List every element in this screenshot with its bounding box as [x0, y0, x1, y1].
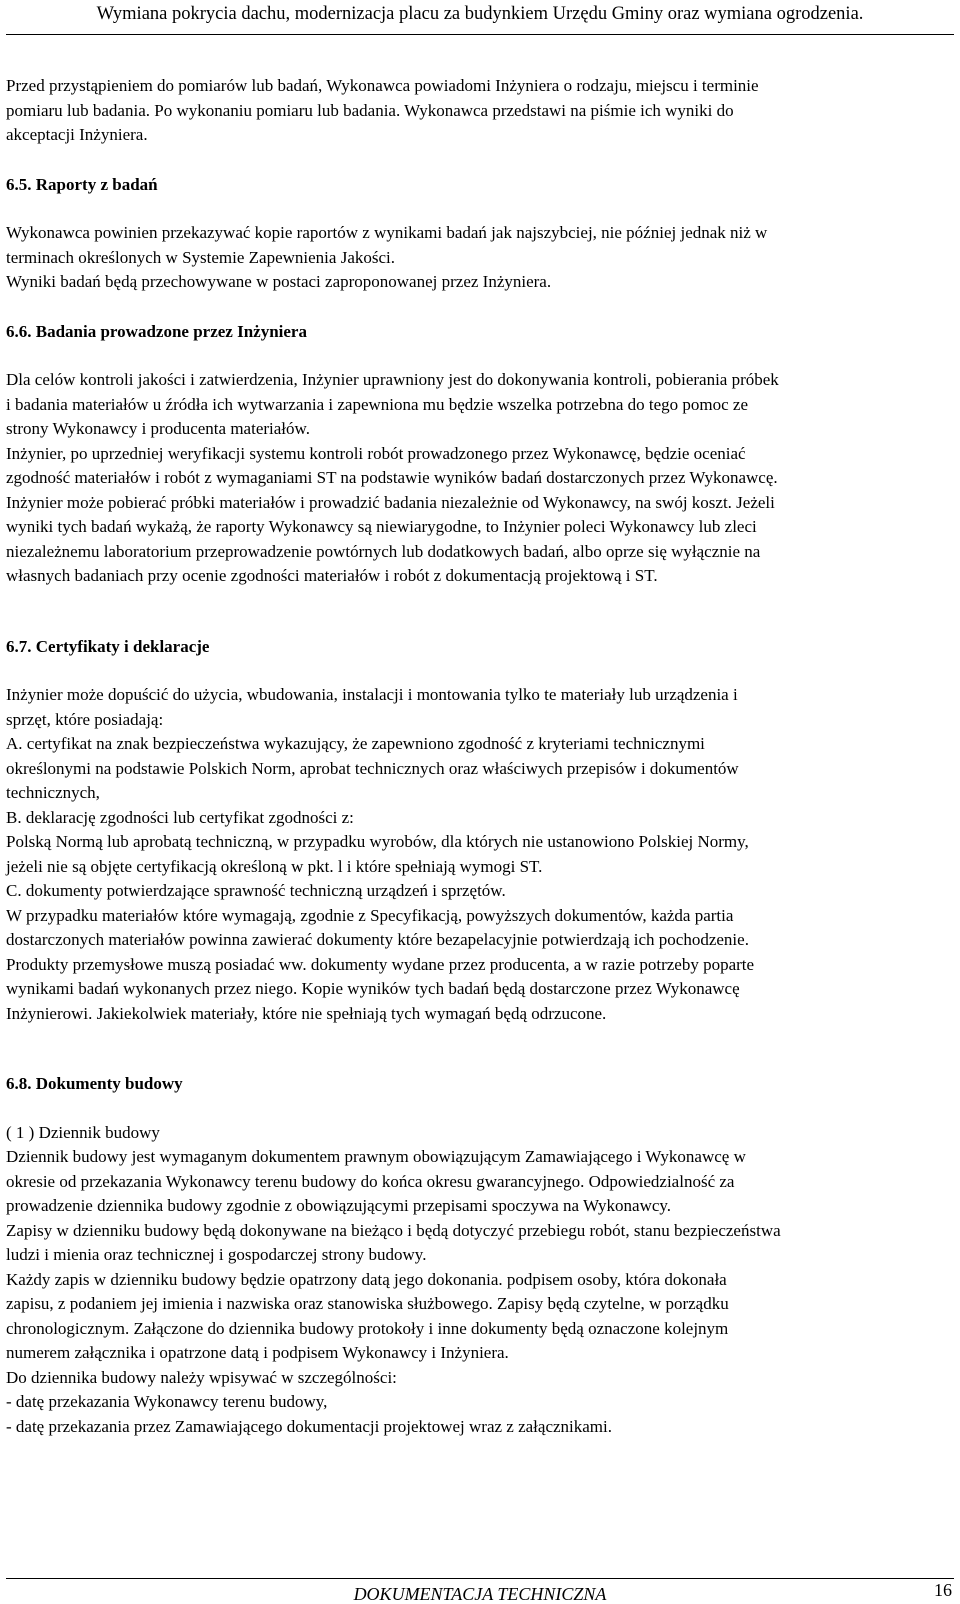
- text-line: chronologicznym. Załączone do dziennika budowy protokoły i inne dokumenty będą oznaczone kolejnym: [6, 1318, 729, 1338]
- text-line: strony Wykonawcy i producenta materiałów.: [6, 419, 310, 438]
- section-heading-6-6: 6.6. Badania prowadzone przez Inżyniera: [6, 321, 307, 341]
- text-line: ( 1 ) Dziennik budowy: [6, 1122, 160, 1142]
- text-line: okresie od przekazania Wykonawcy terenu budowy do końca okresu gwarancyjnego. Odpowiedzialność za: [6, 1171, 735, 1191]
- text-line: terminach określonych w Systemie Zapewnienia Jakości.: [6, 247, 395, 267]
- text-line: jeżeli nie są objęte certyfikacją określoną w pkt. l i które spełniają wymogi ST.: [6, 856, 543, 876]
- text-line: - datę przekazania przez Zamawiającego dokumentacji projektowej wraz z załącznikami.: [6, 1416, 612, 1436]
- text-line: dostarczonych materiałów powinna zawierać dokumenty które bezapelacyjnie potwierdzają ich pochodzenie.: [6, 930, 749, 949]
- document-body: [6, 74, 954, 1439]
- text-line: - datę przekazania Wykonawcy terenu budowy,: [6, 1392, 328, 1411]
- text-line: Inżynier może dopuścić do użycia, wbudowania, instalacji i montowania tylko te materiały lub urządzenia i: [6, 685, 738, 704]
- page-header: [0, 0, 960, 44]
- header-title: Wymiana pokrycia dachu, modernizacja placu za budynkiem Urzędu Gminy oraz wymiana ogrodzenia.: [96, 4, 864, 24]
- text-line: własnych badaniach przy ocenie zgodności materiałów i robót z dokumentacją projektową i ST.: [6, 566, 658, 585]
- section-body-6-8: [6, 1121, 954, 1440]
- footer-rule: [6, 1578, 954, 1579]
- text-line: niezależnemu laboratorium przeprowadzenie powtórnych lub dodatkowych badań, albo oprze się wyłącznie na: [6, 541, 761, 561]
- text-line: Wykonawca powinien przekazywać kopie raportów z wynikami badań jak najszybciej, nie później jednak niż w: [6, 223, 768, 242]
- text-line: C. dokumenty potwierdzające sprawność techniczną urządzeń i sprzętów.: [6, 881, 506, 900]
- text-line: Wyniki badań będą przechowywane w postaci zaproponowanej przez Inżyniera.: [6, 272, 552, 291]
- text-line: Dla celów kontroli jakości i zatwierdzenia, Inżynier uprawniony jest do dokonywania kontroli, pobierania próbek: [6, 370, 779, 389]
- text-line: zgodność materiałów i robót z wymaganiami ST na podstawie wyników badań dostarczonych przez Wykonawcę.: [6, 468, 778, 487]
- header-rule: [6, 34, 954, 35]
- text-line: Zapisy w dzienniku budowy będą dokonywane na bieżąco i będą dotyczyć przebiegu robót, stanu bezpieczeństwa: [6, 1220, 781, 1240]
- text-line: wyniki tych badań wykażą, że raporty Wykonawcy są niewiarygodne, to Inżynier poleci Wykonawcy lub zleci: [6, 517, 757, 536]
- text-line: określonymi na podstawie Polskich Norm, aprobat technicznych oraz właściwych przepisów i dokumentów: [6, 758, 739, 778]
- text-line: numerem załącznika i opatrzone datą i podpisem Wykonawcy i Inżyniera.: [6, 1343, 509, 1362]
- page-footer: [0, 1578, 960, 1603]
- intro-paragraph: [6, 74, 954, 148]
- text-line: prowadzenie dziennika budowy zgodnie z obowiązującymi przepisami spoczywa na Wykonawcy.: [6, 1196, 672, 1215]
- text-line: i badania materiałów u źródła ich wytwarzania i zapewniona mu będzie wszelka potrzebna do tego pomoc ze: [6, 394, 749, 414]
- section-body-6-7: [6, 683, 954, 1026]
- text-line: Dziennik budowy jest wymaganym dokumentem prawnym obowiązującym Zamawiającego i Wykonawcę w: [6, 1147, 746, 1166]
- text-line: Do dziennika budowy należy wpisywać w szczególności:: [6, 1367, 397, 1387]
- text-line: ludzi i mienia oraz technicznej i gospodarczej strony budowy.: [6, 1245, 427, 1264]
- text-line: Polską Normą lub aprobatą techniczną, w przypadku wyrobów, dla których nie ustanowiono Polskiej Normy,: [6, 832, 749, 851]
- text-line: A. certyfikat na znak bezpieczeństwa wykazujący, że zapewniono zgodność z kryteriami technicznymi: [6, 734, 705, 753]
- text-line: zapisu, z podaniem jej imienia i nazwiska oraz stanowiska służbowego. Zapisy będą czytelne, w porządku: [6, 1294, 729, 1313]
- text-line: B. deklarację zgodności lub certyfikat zgodności z:: [6, 807, 354, 827]
- text-line: wynikami badań wykonanych przez niego. Kopie wyników tych badań będą dostarczone przez Wykonawcę: [6, 979, 740, 998]
- section-heading-6-8: 6.8. Dokumenty budowy: [6, 1074, 183, 1093]
- text-line: technicznych,: [6, 783, 100, 802]
- text-line: Każdy zapis w dzienniku budowy będzie opatrzony datą jego dokonania. podpisem osoby, która dokonała: [6, 1269, 727, 1289]
- footer-title: DOKUMENTACJA TECHNICZNA: [353, 1584, 607, 1604]
- text-line: Inżynierowi. Jakiekolwiek materiały, które nie spełniają tych wymagań będą odrzucone.: [6, 1003, 607, 1023]
- text-line: Inżynier może pobierać próbki materiałów i prowadzić badania niezależnie od Wykonawcy, na swój koszt. Jeżeli: [6, 492, 775, 512]
- text-line: Inżynier, po uprzedniej weryfikacji systemu kontroli robót prowadzonego przez Wykonawcę, będzie oceniać: [6, 443, 746, 463]
- section-heading-6-5: 6.5. Raporty z badań: [6, 174, 158, 194]
- text-line: sprzęt, które posiadają:: [6, 709, 164, 729]
- text-line: Przed przystąpieniem do pomiarów lub badań, Wykonawca powiadomi Inżyniera o rodzaju, miejscu i terminie: [6, 76, 759, 95]
- page-number: 16: [934, 1580, 952, 1600]
- text-line: pomiaru lub badania. Po wykonaniu pomiaru lub badania. Wykonawca przedstawi na piśmie ich wyniki do: [6, 100, 734, 120]
- section-body-6-5: [6, 221, 954, 295]
- section-heading-6-7: 6.7. Certyfikaty i deklaracje: [6, 636, 210, 656]
- text-line: W przypadku materiałów które wymagają, zgodnie z Specyfikacją, powyższych dokumentów, każda partia: [6, 905, 734, 925]
- text-line: akceptacji Inżyniera.: [6, 125, 148, 144]
- section-body-6-6: [6, 368, 954, 589]
- text-line: Produkty przemysłowe muszą posiadać ww. dokumenty wydane przez producenta, a w razie potrzeby poparte: [6, 954, 755, 974]
